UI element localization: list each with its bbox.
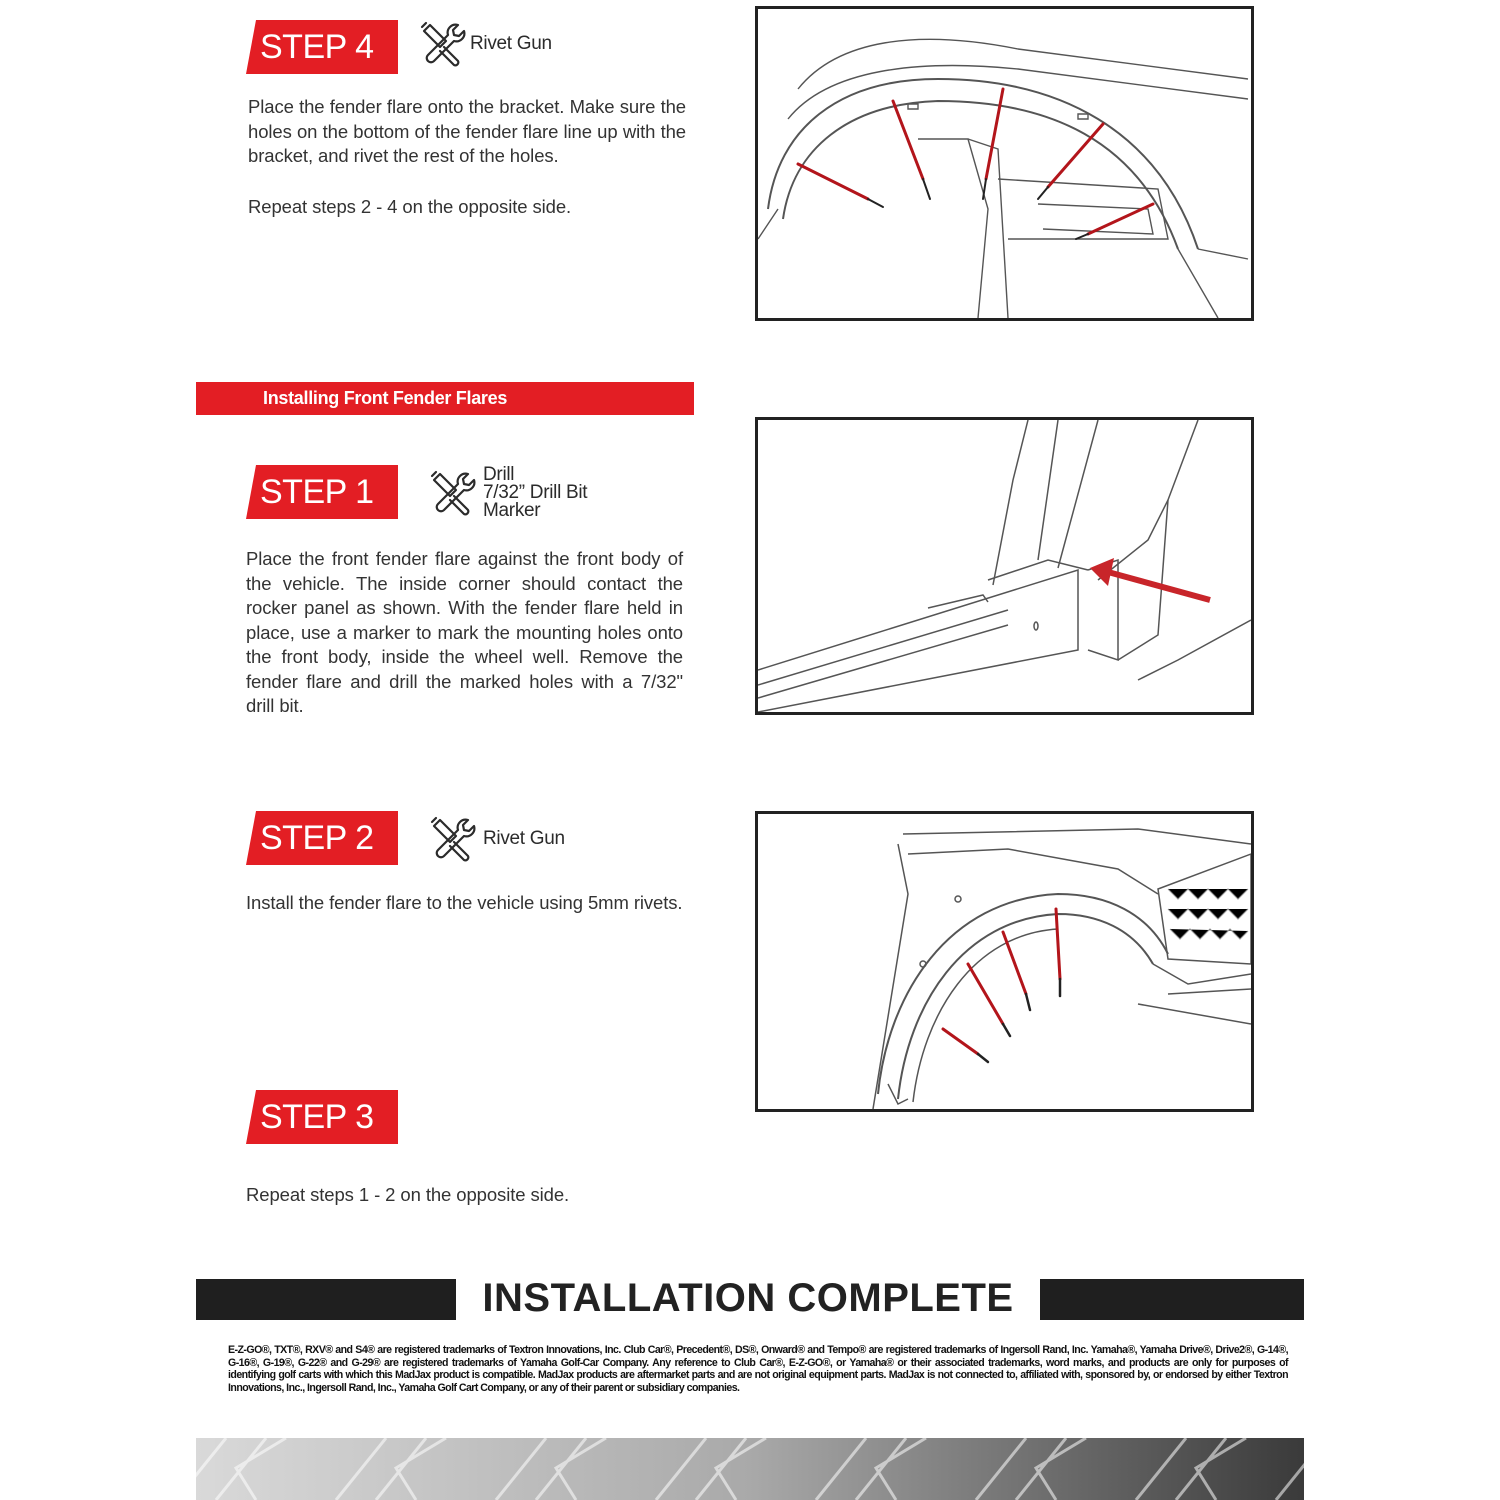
tools-icon — [428, 468, 476, 516]
section-header — [196, 382, 694, 415]
step-1-instructions — [246, 547, 683, 719]
step-2-badge — [246, 811, 398, 865]
section-title: Installing Front Fender Flares — [263, 388, 508, 408]
step-3-label: STEP 3 — [260, 1098, 374, 1136]
step-4-repeat — [248, 195, 686, 220]
tool-drill-bit: 7/32” Drill Bit — [483, 482, 588, 503]
complete-bar-left — [196, 1279, 456, 1320]
installation-complete-title: INSTALLATION COMPLETE — [482, 1276, 1014, 1320]
step-4-label: STEP 4 — [260, 28, 374, 66]
step-1-paragraph: Place the front fender flare against the front body of the vehicle. The inside corner should contact the rocker panel as shown. With the fender flare held in place, use a marker to mark the mounting holes onto the front body, inside the wheel well. Remove the fender flare and drill the marked holes with a 7/32" drill bit. — [246, 548, 683, 716]
figure-rocker-panel-contact — [755, 417, 1254, 715]
step-4-badge — [246, 20, 398, 74]
step-2-label: STEP 2 — [260, 819, 374, 857]
tool-rivet-gun: Rivet Gun — [470, 33, 552, 54]
tools-icon — [428, 814, 476, 862]
footer-pattern-band — [196, 1438, 1304, 1500]
step-3-badge — [246, 1090, 398, 1144]
step-3-paragraph: Repeat steps 1 - 2 on the opposite side. — [246, 1184, 570, 1205]
tool-drill: Drill — [483, 464, 515, 485]
step-1-badge — [246, 465, 398, 519]
figure-front-fender-rivets — [755, 811, 1254, 1112]
step-4-instructions — [248, 95, 686, 169]
tools-icon — [418, 19, 466, 67]
step-3-instructions — [246, 1183, 683, 1208]
trademark-disclaimer: E-Z-GO®, TXT®, RXV® and S4® are registered trademarks of Textron Innovations, Inc. Club Car®, Precedent®, DS®, Onward® and Tempo® are registered trademarks of Ingersoll Rand, Inc. Yamaha®, Yamaha Drive®, Drive2®, G-14®, G-16®, G-19®, G-22® and G-29® are registered trademarks of Yamaha Golf-Car Company. Any reference to Club Car®, E-Z-GO®, or Yamaha® or their associated trademarks, word marks, and products are only for purposes of identifying golf carts with which this MadJax product is compatible. MadJax products are aftermarket parts and are not original equipment parts. MadJax is not connected to, affiliated with, sponsored by, or endorsed by either Textron Innovations, Inc., Ingersoll Rand, Inc., Yamaha Golf Cart Company, or any of their parent or subsidiary companies. — [228, 1344, 1288, 1394]
step-1-label: STEP 1 — [260, 473, 374, 511]
step-2-instructions — [246, 891, 683, 916]
figure-rear-fender-rivets — [755, 6, 1254, 321]
step-4-paragraph: Place the fender flare onto the bracket. Make sure the holes on the bottom of the fender flare line up with the bracket, and rivet the rest of the holes. — [248, 96, 686, 166]
tool-marker: Marker — [483, 500, 541, 521]
step-4-repeat-text: Repeat steps 2 - 4 on the opposite side. — [248, 196, 572, 217]
step-2-paragraph: Install the fender flare to the vehicle using 5mm rivets. — [246, 892, 683, 913]
complete-bar-right — [1040, 1279, 1304, 1320]
tool-rivet-gun: Rivet Gun — [483, 828, 565, 849]
